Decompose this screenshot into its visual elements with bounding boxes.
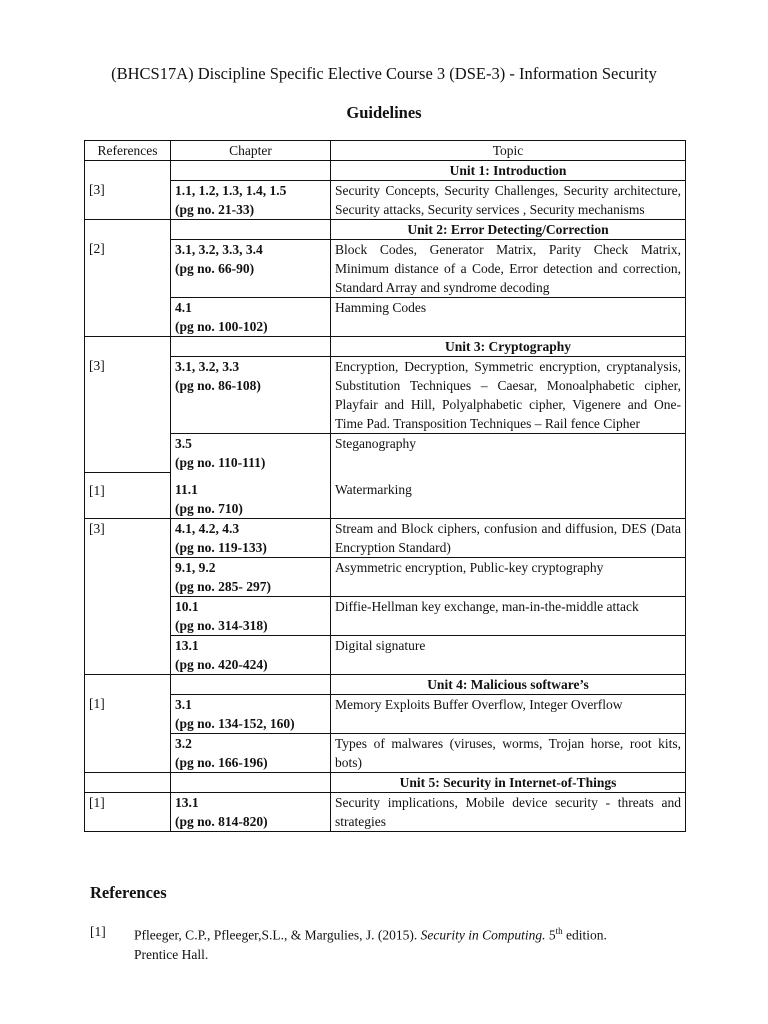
chapter-number: 9.1, 9.2: [175, 560, 216, 575]
table-row: [85, 734, 686, 773]
table-row: [85, 298, 686, 337]
header-topic: Topic: [331, 141, 686, 161]
chapter-cell: [171, 357, 331, 434]
table-row: [85, 793, 686, 832]
unit-heading: Unit 4: Malicious software’s: [331, 675, 686, 695]
reference-cell: [85, 337, 171, 473]
table-row: [85, 240, 686, 298]
reference-edition-label: edition.: [562, 927, 607, 943]
header-chapter: Chapter: [171, 141, 331, 161]
chapter-cell: [171, 434, 331, 473]
chapter-pages: (pg no. 710): [175, 501, 243, 516]
page-title: (BHCS17A) Discipline Specific Elective Course 3 (DSE-3) - Information Security: [111, 64, 657, 83]
chapter-cell: [171, 220, 331, 240]
chapter-cell: [171, 695, 331, 734]
table-row: [85, 161, 686, 181]
chapter-cell: [171, 161, 331, 181]
chapter-pages: (pg no. 119-133): [175, 540, 267, 555]
chapter-number: 10.1: [175, 599, 199, 614]
table-row: [85, 181, 686, 220]
chapter-pages: (pg no. 285- 297): [175, 579, 272, 594]
topic-cell: Diffie-Hellman key exchange, man-in-the-middle attack: [331, 597, 686, 636]
reference-cell: [85, 220, 171, 337]
chapter-number: 11.1: [175, 482, 198, 497]
header-references: References: [85, 141, 171, 161]
table-row: [85, 558, 686, 597]
chapter-pages: (pg no. 314-318): [175, 618, 268, 633]
table-row: [85, 220, 686, 240]
table-row: [85, 434, 686, 473]
reference-label: [3]: [89, 358, 105, 373]
topic-cell: Types of malwares (viruses, worms, Trojan horse, root kits, bots): [331, 734, 686, 773]
chapter-pages: (pg no. 100-102): [175, 319, 268, 334]
table-header-row: [85, 141, 686, 161]
chapter-number: 13.1: [175, 638, 199, 653]
reference-cell: [85, 472, 171, 519]
reference-label: [3]: [89, 182, 105, 197]
chapter-cell: [171, 519, 331, 558]
guidelines-table: [84, 140, 686, 832]
chapter-cell: [171, 240, 331, 298]
topic-cell: Stream and Block ciphers, confusion and diffusion, DES (Data Encryption Standard): [331, 519, 686, 558]
reference-book-title: Security in Computing.: [420, 927, 546, 943]
chapter-pages: (pg no. 420-424): [175, 657, 268, 672]
table-row: [85, 636, 686, 675]
unit-heading: Unit 2: Error Detecting/Correction: [331, 220, 686, 240]
table-row: [85, 597, 686, 636]
topic-cell: Asymmetric encryption, Public-key cryptography: [331, 558, 686, 597]
table-row: [85, 472, 686, 519]
chapter-pages: (pg no. 21-33): [175, 202, 255, 217]
reference-cell: [85, 161, 171, 220]
table-row: [85, 773, 686, 793]
chapter-cell: [171, 298, 331, 337]
topic-cell: Watermarking: [331, 472, 686, 519]
topic-cell: Block Codes, Generator Matrix, Parity Check Matrix, Minimum distance of a Code, Error detection and correction, Standard Array and syndrome decoding: [331, 240, 686, 298]
reference-number: [1]: [90, 924, 106, 939]
guidelines-heading: Guidelines: [346, 103, 422, 122]
reference-label: [1]: [89, 696, 105, 711]
chapter-pages: (pg no. 814-820): [175, 814, 268, 829]
chapter-number: 3.1, 3.2, 3.3, 3.4: [175, 242, 263, 257]
topic-cell: Security Concepts, Security Challenges, Security architecture, Security attacks, Security services , Security mechanisms: [331, 181, 686, 220]
table-row: [85, 357, 686, 434]
chapter-number: 1.1, 1.2, 1.3, 1.4, 1.5: [175, 183, 287, 198]
reference-edition-number: 5: [545, 927, 556, 943]
chapter-cell: [171, 636, 331, 675]
topic-cell: Encryption, Decryption, Symmetric encryption, cryptanalysis, Substitution Techniques – Caesar, Monoalphabetic cipher, Playfair and Hill, Polyalphabetic cipher, Vigenere and One-Time Pad. Transposition Techniques – Rail fence Cipher: [331, 357, 686, 434]
reference-text: [134, 922, 679, 964]
chapter-cell: [171, 181, 331, 220]
chapter-number: 3.2: [175, 736, 192, 751]
chapter-cell: [171, 793, 331, 832]
reference-cell: [85, 519, 171, 675]
chapter-number: 4.1, 4.2, 4.3: [175, 521, 240, 536]
chapter-number: 3.5: [175, 436, 192, 451]
table-row: [85, 337, 686, 357]
chapter-pages: (pg no. 110-111): [175, 455, 266, 470]
reference-publisher: Prentice Hall.: [134, 946, 209, 962]
topic-cell: Memory Exploits Buffer Overflow, Integer Overflow: [331, 695, 686, 734]
reference-label: [2]: [89, 241, 105, 256]
chapter-cell: [171, 675, 331, 695]
chapter-number: 3.1: [175, 697, 192, 712]
reference-cell: [85, 773, 171, 793]
reference-edition-suffix: th: [555, 926, 563, 936]
reference-cell: [85, 675, 171, 773]
references-heading: References: [90, 883, 167, 902]
chapter-pages: (pg no. 134-152, 160): [175, 716, 295, 731]
unit-heading: Unit 3: Cryptography: [331, 337, 686, 357]
reference-label: [1]: [89, 482, 105, 498]
table-row: [85, 675, 686, 695]
topic-cell: Steganography: [331, 434, 686, 473]
chapter-cell: [171, 337, 331, 357]
topic-cell: Digital signature: [331, 636, 686, 675]
table-row: [85, 519, 686, 558]
unit-heading: Unit 1: Introduction: [331, 161, 686, 181]
topic-cell: Hamming Codes: [331, 298, 686, 337]
reference-label: [1]: [89, 795, 105, 810]
topic-cell: Security implications, Mobile device security - threats and strategies: [331, 793, 686, 832]
chapter-cell: [171, 773, 331, 793]
chapter-cell: [171, 734, 331, 773]
chapter-number: 13.1: [175, 795, 199, 810]
unit-heading: Unit 5: Security in Internet-of-Things: [331, 773, 686, 793]
chapter-cell: [171, 597, 331, 636]
reference-authors: Pfleeger, C.P., Pfleeger,S.L., & Margulies, J. (2015).: [134, 927, 421, 943]
reference-label: [3]: [89, 521, 105, 536]
chapter-number: 4.1: [175, 300, 192, 315]
chapter-pages: (pg no. 86-108): [175, 378, 261, 393]
reference-cell: [85, 793, 171, 832]
table-row: [85, 695, 686, 734]
chapter-cell: [171, 472, 331, 519]
chapter-pages: (pg no. 166-196): [175, 755, 268, 770]
chapter-number: 3.1, 3.2, 3.3: [175, 359, 240, 374]
chapter-cell: [171, 558, 331, 597]
chapter-pages: (pg no. 66-90): [175, 261, 255, 276]
